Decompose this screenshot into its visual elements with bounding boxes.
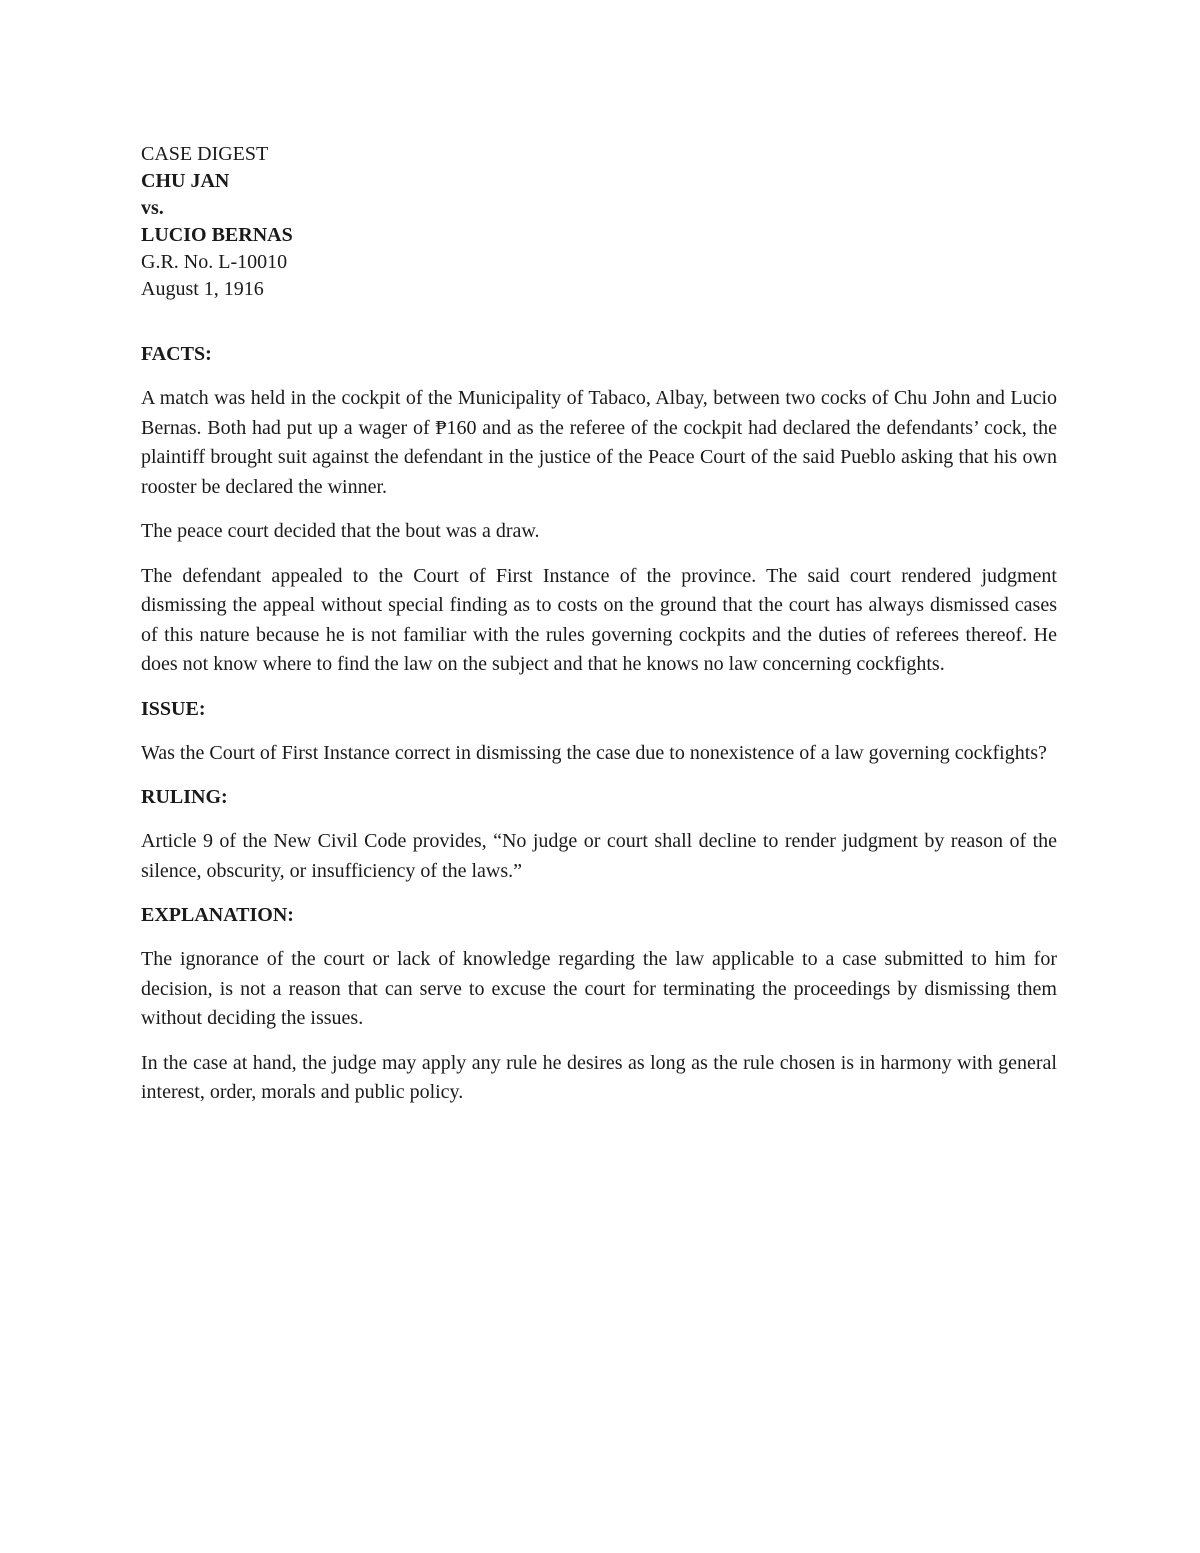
explanation-paragraph: In the case at hand, the judge may apply any rule he desires as long as the rule chosen is in harmony with general interest, order, morals and public policy. [141,1051,1057,1103]
versus-label: vs. [141,197,164,219]
ruling-paragraph: Article 9 of the New Civil Code provides, “No judge or court shall decline to render judgment by reason of the silence, obscurity, or insufficiency of the laws.” [141,830,1057,882]
facts-section [141,340,1057,680]
facts-heading: FACTS: [141,343,212,365]
explanation-section [141,901,1057,1108]
gr-number: G.R. No. L-10010 [141,251,288,273]
ruling-heading: RULING: [141,786,228,808]
issue-heading: ISSUE: [141,697,206,720]
case-header [141,141,1057,303]
doc-type: CASE DIGEST [141,143,269,165]
issue-section [141,695,1057,769]
explanation-paragraph: The ignorance of the court or lack of knowledge regarding the law applicable to a case submitted to him for decision, is not a reason that can serve to excuse the court for terminating the proceedings by dismissing them without deciding the issues. [141,948,1057,1029]
issue-paragraph: Was the Court of First Instance correct in dismissing the case due to nonexistence of a law governing cockfights? [141,741,1047,764]
facts-paragraph: The peace court decided that the bout was a draw. [141,520,540,542]
ruling-section [141,783,1057,886]
petitioner-name: CHU JAN [141,170,230,192]
explanation-heading: EXPLANATION: [141,904,294,926]
document-body [141,141,1057,1108]
facts-paragraph: The defendant appealed to the Court of First Instance of the province. The said court rendered judgment dismissing the appeal without special finding as to costs on the ground that the court has always dismissed cases of this nature because he is not familiar with the rules governing cockpits and the duties of referees thereof. He does not know where to find the law on the subject and that he knows no law concerning cockfights. [141,564,1057,675]
respondent-name: LUCIO BERNAS [141,224,293,246]
facts-paragraph: A match was held in the cockpit of the Municipality of Tabaco, Albay, between two cocks of Chu John and Lucio Bernas. Both had put up a wager of ₱160 and as the referee of the cockpit had declared the defendants’ cock, the plaintiff brought suit against the defendant in the justice of the Peace Court of the said Pueblo asking that his own rooster be declared the winner. [141,387,1057,498]
decision-date: August 1, 1916 [141,278,264,300]
